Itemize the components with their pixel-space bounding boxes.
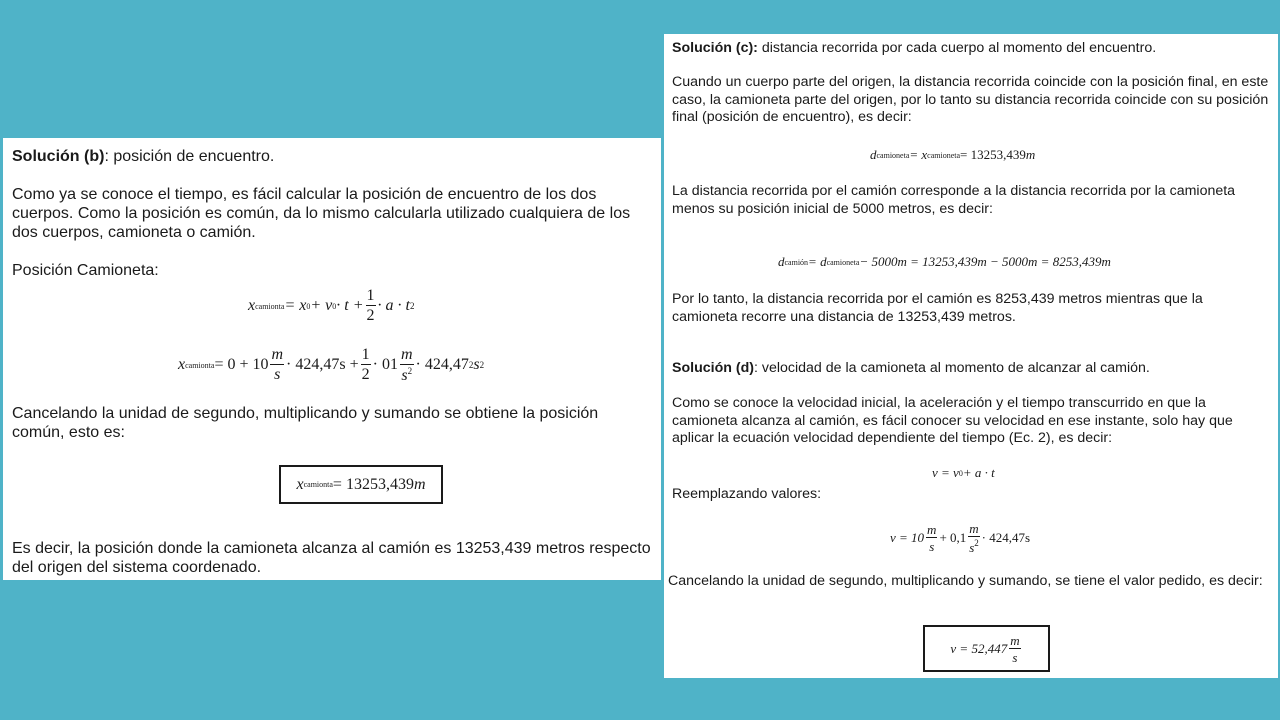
- solution-b-title: : posición de encuentro.: [104, 148, 275, 165]
- velocity-result-box: v = 52,447 $\frac{m}{s}$: [923, 625, 1050, 672]
- distance-camion-equation: d camión = d camioneta − 5000m = 13253,439m − 5000m = 8253,439m: [778, 254, 1111, 269]
- velocity-equation: v = v 0 + a · t: [932, 465, 995, 480]
- solution-b-intro: Como ya se conoce el tiempo, es fácil calcular la posición de encuentro de los dos cuerpos. Como la posición es común, da lo mismo calcularla utilizado cualquiera de los dos cuerpos, camioneta o camión.: [12, 186, 631, 241]
- solution-d-intro: Como se conoce la velocidad inicial, la aceleración y el tiempo transcurrido en que la camioneta alcanza al camión, es fácil conocer su velocidad en ese instante, solo hay que aplicar la ecuación velocidad dependiente del tiempo (Ec. 2), es decir:: [672, 395, 1233, 446]
- position-result-box: x camionta = 13253,439 m: [279, 465, 443, 504]
- solution-b-cancel-text: Cancelando la unidad de segundo, multiplicando y sumando se obtiene la posición común, esto es:: [12, 405, 599, 441]
- solution-c-heading: [672, 40, 1272, 58]
- solution-c-intro: Cuando un cuerpo parte del origen, la distancia recorrida coincide con la posición final, en este caso, la camioneta parte del origen, por lo tanto su distancia recorrida coincide con su posición final (posición de encuentro), es decir:: [672, 74, 1269, 125]
- distance-camioneta-equation: d camioneta = x camioneta = 13253,439 m: [870, 147, 1036, 162]
- solution-d-heading: [672, 360, 1270, 378]
- reemplazando-label: Reemplazando valores:: [672, 486, 822, 502]
- solution-b-panel: [3, 138, 661, 580]
- posicion-camioneta-label: Posición Camioneta:: [12, 262, 159, 279]
- solution-d-label: Solución (d): [672, 360, 754, 376]
- velocity-substitution-equation: v = 10 $\frac{m}{s}$ + 0,1 $\frac{m}{s^2}$ · 424,47s: [890, 521, 1031, 555]
- solution-b-heading: [12, 147, 652, 166]
- solution-c-label: Solución (c):: [672, 40, 758, 56]
- solution-d-cancel-text: Cancelando la unidad de segundo, multiplicando y sumando, se tiene el valor pedido, es decir:: [668, 573, 1263, 589]
- solution-c-conclusion: Por lo tanto, la distancia recorrida por el camión es 8253,439 metros mientras que la camioneta recorre una distancia de 13253,439 metros.: [672, 291, 1203, 325]
- solution-cd-panel: [664, 34, 1278, 678]
- solution-c-title: distancia recorrida por cada cuerpo al momento del encuentro.: [757, 40, 1157, 56]
- position-equation: x camionta = x 0 + v 0 · t + $\frac{1}{2}$ · a · t 2: [248, 287, 415, 324]
- solution-c-camion-text: La distancia recorrida por el camión corresponde a la distancia recorrida por la camioneta menos su posición inicial de 5000 metros, es decir:: [672, 183, 1236, 217]
- solution-b-label: Solución (b): [12, 148, 105, 165]
- position-substitution-equation: x camionta = 0 + 10 $\frac{m}{s}$ · 424,47s + $\frac{1}{2}$ · 01 $\frac{m}{s^2}$ · 424,47 2 s 2: [178, 345, 485, 384]
- solution-d-title: : velocidad de la camioneta al momento de alcanzar al camión.: [753, 360, 1150, 376]
- solution-b-conclusion: Es decir, la posición donde la camioneta alcanza al camión es 13253,439 metros respecto del origen del sistema coordenado.: [12, 540, 651, 576]
